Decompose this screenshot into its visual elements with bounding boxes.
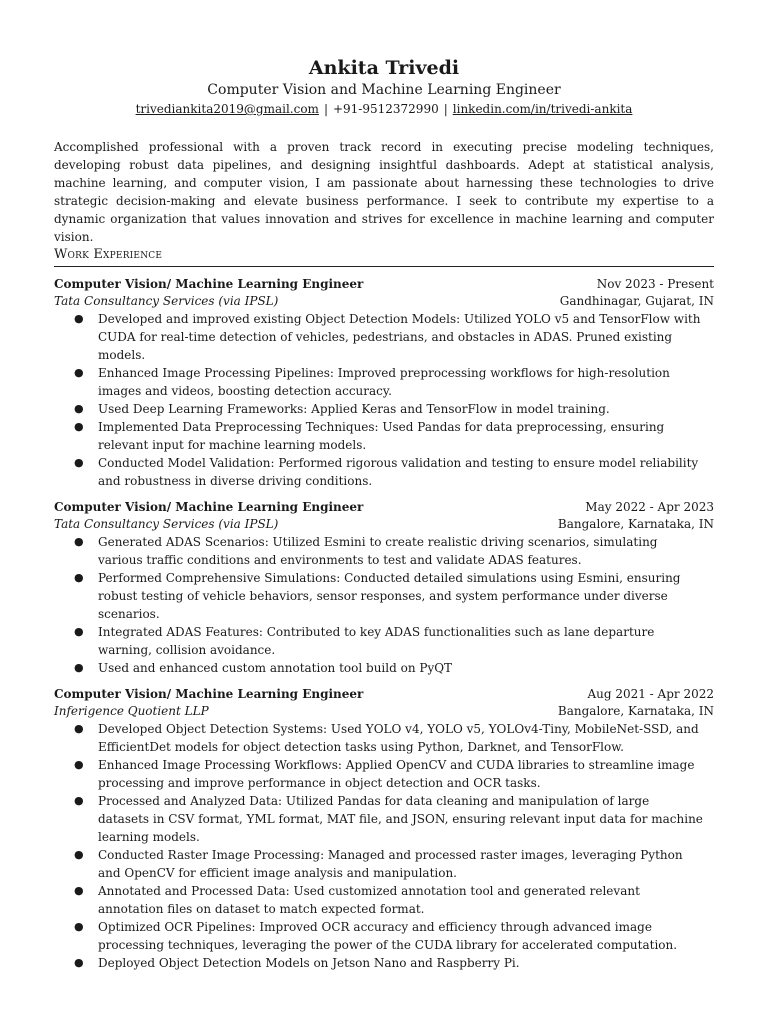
bullet-text: Processed and Analyzed Data: Utilized Pandas for data cleaning and manipulation of large datasets in CSV format, YML format, MAT file, and JSON, ensuring relevant input data for machine learning models.: [98, 794, 703, 844]
job-dates: May 2022 - Apr 2023: [585, 500, 714, 514]
job-bullets: [54, 533, 714, 677]
bullet-icon: ●: [74, 956, 84, 969]
candidate-title: Computer Vision and Machine Learning Engineer: [207, 82, 561, 98]
job-dates: Nov 2023 - Present: [596, 277, 714, 291]
bullet-icon: ●: [74, 758, 84, 771]
job-bullets: [54, 310, 714, 490]
bullet-text: Enhanced Image Processing Workflows: Applied OpenCV and CUDA libraries to streamline image processing and improve performance in object detection and OCR tasks.: [98, 758, 695, 790]
candidate-name: Ankita Trivedi: [308, 57, 460, 79]
company-name: Tata Consultancy Services (via IPSL): [54, 294, 279, 308]
bullet-item: [74, 533, 714, 569]
bullet-icon: ●: [74, 625, 84, 638]
bullet-item: [74, 454, 714, 490]
bullet-text: Implemented Data Preprocessing Techniques: Used Pandas for data preprocessing, ensuring relevant input for machine learning models.: [98, 420, 665, 452]
bullet-text: Performed Comprehensive Simulations: Conducted detailed simulations using Esmini, ensuring robust testing of vehicle behaviors, sensor responses, and system performance under diverse scenarios.: [98, 571, 681, 621]
bullet-text: Deployed Object Detection Models on Jetson Nano and Raspberry Pi.: [98, 956, 520, 970]
bullet-icon: ●: [74, 661, 84, 674]
professional-summary: Accomplished professional with a proven track record in executing precise modeling techniques, developing robust data pipelines, and designing insightful dashboards. Adept at statistical analysis, machine learning, and computer vision, I am passionate about harnessing these technologies to drive strategic decision-making and elevate business performance. I seek to contribute my expertise to a dynamic organization that values innovation and strives for excellence in machine learning and computer vision.: [54, 140, 714, 244]
bullet-icon: ●: [74, 312, 84, 325]
email-link[interactable]: trivediankita2019@gmail.com: [135, 102, 319, 116]
bullet-item: [74, 792, 714, 846]
bullet-icon: ●: [74, 722, 84, 735]
work-experience-section: [54, 246, 714, 972]
bullet-item: [74, 720, 714, 756]
bullet-text: Conducted Model Validation: Performed rigorous validation and testing to ensure model reliability and robustness in diverse driving conditions.: [98, 456, 699, 488]
bullet-icon: ●: [74, 848, 84, 861]
bullet-text: Enhanced Image Processing Pipelines: Improved preprocessing workflows for high-resolution images and videos, boosting detection accuracy.: [98, 366, 670, 398]
contact-line: [0, 100, 768, 118]
bullet-text: Annotated and Processed Data: Used customized annotation tool and generated relevant annotation files on dataset to match expected format.: [98, 884, 640, 916]
bullet-icon: ●: [74, 920, 84, 933]
contact-separator: |: [443, 102, 448, 116]
bullet-item: [74, 918, 714, 954]
job-title: Computer Vision/ Machine Learning Engineer: [54, 277, 364, 291]
bullet-text: Used and enhanced custom annotation tool build on PyQT: [98, 661, 453, 675]
bullet-icon: ●: [74, 420, 84, 433]
bullet-item: [74, 846, 714, 882]
bullet-icon: ●: [74, 571, 84, 584]
job-title: Computer Vision/ Machine Learning Engineer: [54, 500, 364, 514]
bullet-text: Optimized OCR Pipelines: Improved OCR accuracy and efficiency through advanced image processing techniques, leveraging the power of the CUDA library for accelerated computation.: [98, 920, 678, 952]
job-entry: [54, 276, 714, 490]
job-location: Bangalore, Karnataka, IN: [557, 517, 714, 531]
bullet-text: Developed and improved existing Object Detection Models: Utilized YOLO v5 and TensorFlow with CUDA for real-time detection of vehicles, pedestrians, and obstacles in ADAS. Pruned existing models.: [98, 312, 701, 362]
bullet-item: [74, 400, 714, 418]
bullet-item: [74, 310, 714, 364]
bullet-text: Conducted Raster Image Processing: Managed and processed raster images, leveraging Python and OpenCV for efficient image analysis and manipulation.: [98, 848, 683, 880]
bullet-icon: ●: [74, 366, 84, 379]
bullet-item: [74, 954, 714, 972]
bullet-text: Used Deep Learning Frameworks: Applied Keras and TensorFlow in model training.: [98, 402, 610, 416]
bullet-item: [74, 569, 714, 623]
job-location: Bangalore, Karnataka, IN: [557, 704, 714, 718]
bullet-text: Generated ADAS Scenarios: Utilized Esmini to create realistic driving scenarios, simulating various traffic conditions and environments to test and validate ADAS features.: [98, 535, 658, 567]
job-title: Computer Vision/ Machine Learning Engineer: [54, 687, 364, 701]
bullet-icon: ●: [74, 794, 84, 807]
bullet-icon: ●: [74, 884, 84, 897]
job-entry: [54, 499, 714, 677]
bullet-text: Developed Object Detection Systems: Used YOLO v4, YOLO v5, YOLOv4-Tiny, MobileNet-SSD, and EfficientDet models for object detection tasks using Python, Darknet, and TensorFlow.: [98, 722, 699, 754]
section-title-work-experience: Work Experience: [54, 246, 714, 267]
job-dates: Aug 2021 - Apr 2022: [587, 687, 714, 701]
bullet-item: [74, 623, 714, 659]
company-name: Tata Consultancy Services (via IPSL): [54, 517, 279, 531]
bullet-icon: ●: [74, 402, 84, 415]
bullet-item: [74, 418, 714, 454]
company-name: Inferigence Quotient LLP: [54, 704, 209, 718]
resume-header: [0, 56, 768, 118]
bullet-item: [74, 659, 714, 677]
bullet-item: [74, 756, 714, 792]
linkedin-link[interactable]: linkedin.com/in/trivedi-ankita: [452, 102, 633, 116]
job-bullets: [54, 720, 714, 972]
bullet-icon: ●: [74, 456, 84, 469]
bullet-text: Integrated ADAS Features: Contributed to key ADAS functionalities such as lane departure warning, collision avoidance.: [98, 625, 655, 657]
job-location: Gandhinagar, Gujarat, IN: [559, 294, 714, 308]
job-entry: [54, 686, 714, 972]
phone-number: +91-9512372990: [332, 102, 439, 116]
bullet-icon: ●: [74, 535, 84, 548]
contact-separator: |: [323, 102, 328, 116]
bullet-item: [74, 882, 714, 918]
bullet-item: [74, 364, 714, 400]
